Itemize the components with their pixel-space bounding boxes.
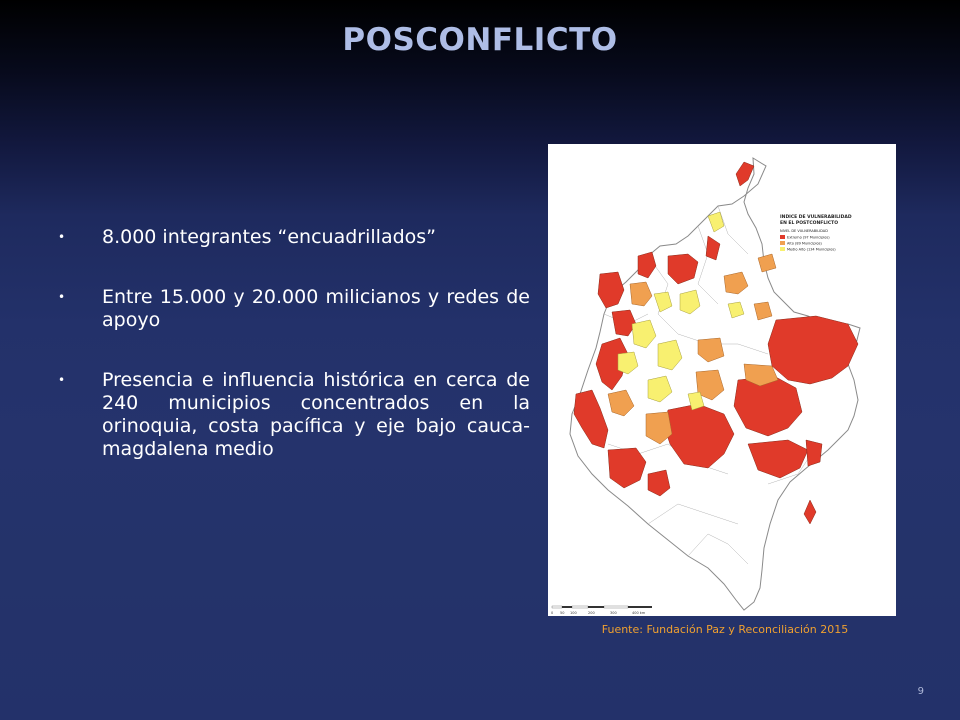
bullet-item: [58, 286, 530, 332]
scale-label: 100: [570, 611, 577, 615]
scale-label: 50: [560, 611, 565, 615]
scale-label: 400 km: [632, 611, 646, 615]
scale-label: 300: [610, 611, 617, 615]
bullet-item: [58, 226, 530, 249]
legend-label-medium-high: Medio Alto (134 Municipios): [787, 247, 836, 252]
bullet-text: Presencia e influencia histórica en cerca de 240 municipios concentrados en la orinoquia, costa pacífica y eje bajo cauca-magdalena medio: [102, 369, 530, 460]
legend-label-extreme: Extremo (97 Municipios): [787, 235, 830, 240]
legend-swatch-medium-high: [780, 247, 785, 251]
map-svg: [548, 144, 896, 616]
legend-swatch-high: [780, 241, 785, 245]
scale-label: 0: [551, 611, 554, 615]
bullet-list: [58, 226, 530, 498]
page-number: 9: [917, 686, 924, 697]
scale-label: 200: [588, 611, 595, 615]
bullet-icon: •: [58, 290, 66, 304]
map-legend: [780, 214, 852, 252]
source-caption: Fuente: Fundación Paz y Reconciliación 2015: [601, 623, 849, 636]
legend-title-line2: EN EL POSTCONFLICTO: [780, 221, 839, 226]
legend-title-line1: INDICE DE VULNERABILIDAD: [780, 215, 852, 220]
scale-bar: [551, 606, 652, 615]
legend-subtitle: NIVEL DE VULNERABILIDAD: [780, 229, 828, 233]
legend-swatch-extreme: [780, 235, 785, 239]
vulnerability-map: [548, 144, 896, 616]
bullet-text: Entre 15.000 y 20.000 milicianos y redes de apoyo: [102, 286, 530, 331]
slide-title: POSCONFLICTO: [342, 22, 618, 58]
legend-label-high: Alto (89 Municipios): [787, 241, 822, 246]
bullet-text: 8.000 integrantes “encuadrillados”: [102, 226, 437, 248]
bullet-icon: •: [58, 373, 66, 387]
bullet-icon: •: [58, 230, 66, 244]
bullet-item: [58, 369, 530, 461]
